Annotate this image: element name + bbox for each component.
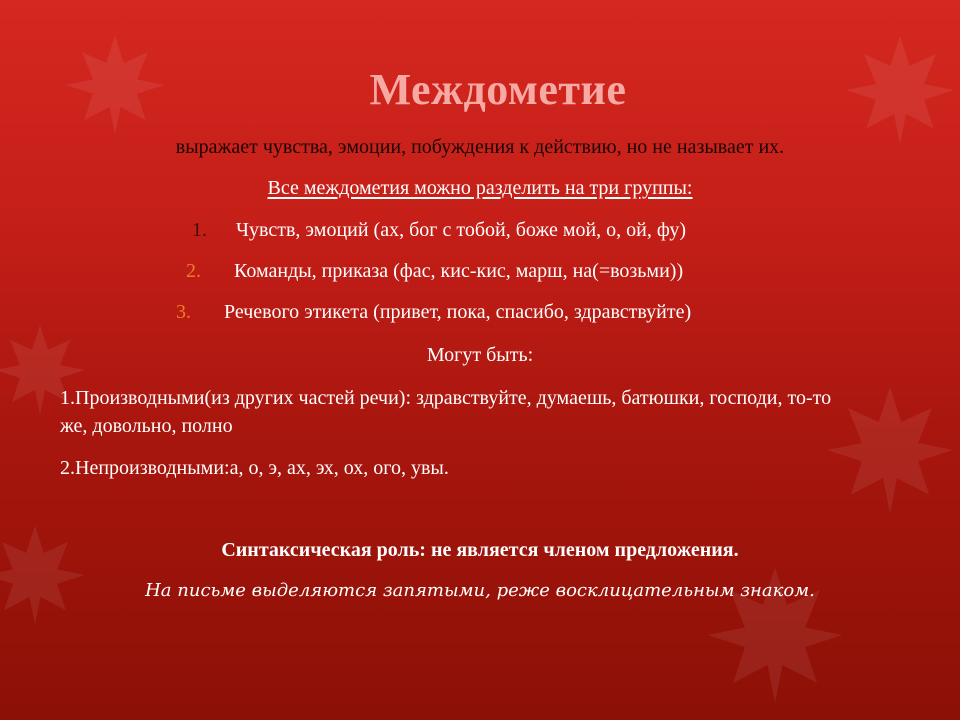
- maple-leaf-decoration-icon: [0, 520, 90, 630]
- list-number: 3.: [176, 301, 191, 323]
- list-item-text: Речевого этикета (привет, пока, спасибо, здравствуйте): [224, 301, 692, 323]
- group-list-item: [192, 219, 686, 242]
- slide-title: Междометие: [369, 65, 627, 114]
- definition-text: выражает чувства, эмоции, побуждения к действию, но не называет их.: [175, 136, 785, 158]
- group-list-item: [186, 260, 683, 283]
- nonderived-interjections-text: 2.Непроизводными:а, о, э, ах, эх, ох, ого, увы.: [60, 457, 449, 479]
- group-list-item: [176, 301, 691, 324]
- syntax-role-text: Синтаксическая роль: не является членом предложения.: [221, 539, 739, 561]
- groups-heading: Все междометия можно разделить на три группы:: [267, 177, 693, 199]
- list-number: 2.: [186, 260, 201, 282]
- list-number: 1.: [192, 219, 207, 241]
- derived-interjections-text: 1.Производными(из других частей речи): здравствуйте, думаешь, батюшки, господи, то-то же, довольно, полно: [60, 387, 832, 437]
- list-item-text: Команды, приказа (фас, кис-кис, марш, на(=возьми)): [234, 260, 684, 282]
- list-item-text: Чувств, эмоций (ах, бог с тобой, боже мой, о, ой, фу): [236, 219, 686, 241]
- may-be-heading: Могут быть:: [426, 344, 534, 366]
- punctuation-note-text: На письме выделяются запятыми, реже восклицательным знаком.: [145, 580, 815, 601]
